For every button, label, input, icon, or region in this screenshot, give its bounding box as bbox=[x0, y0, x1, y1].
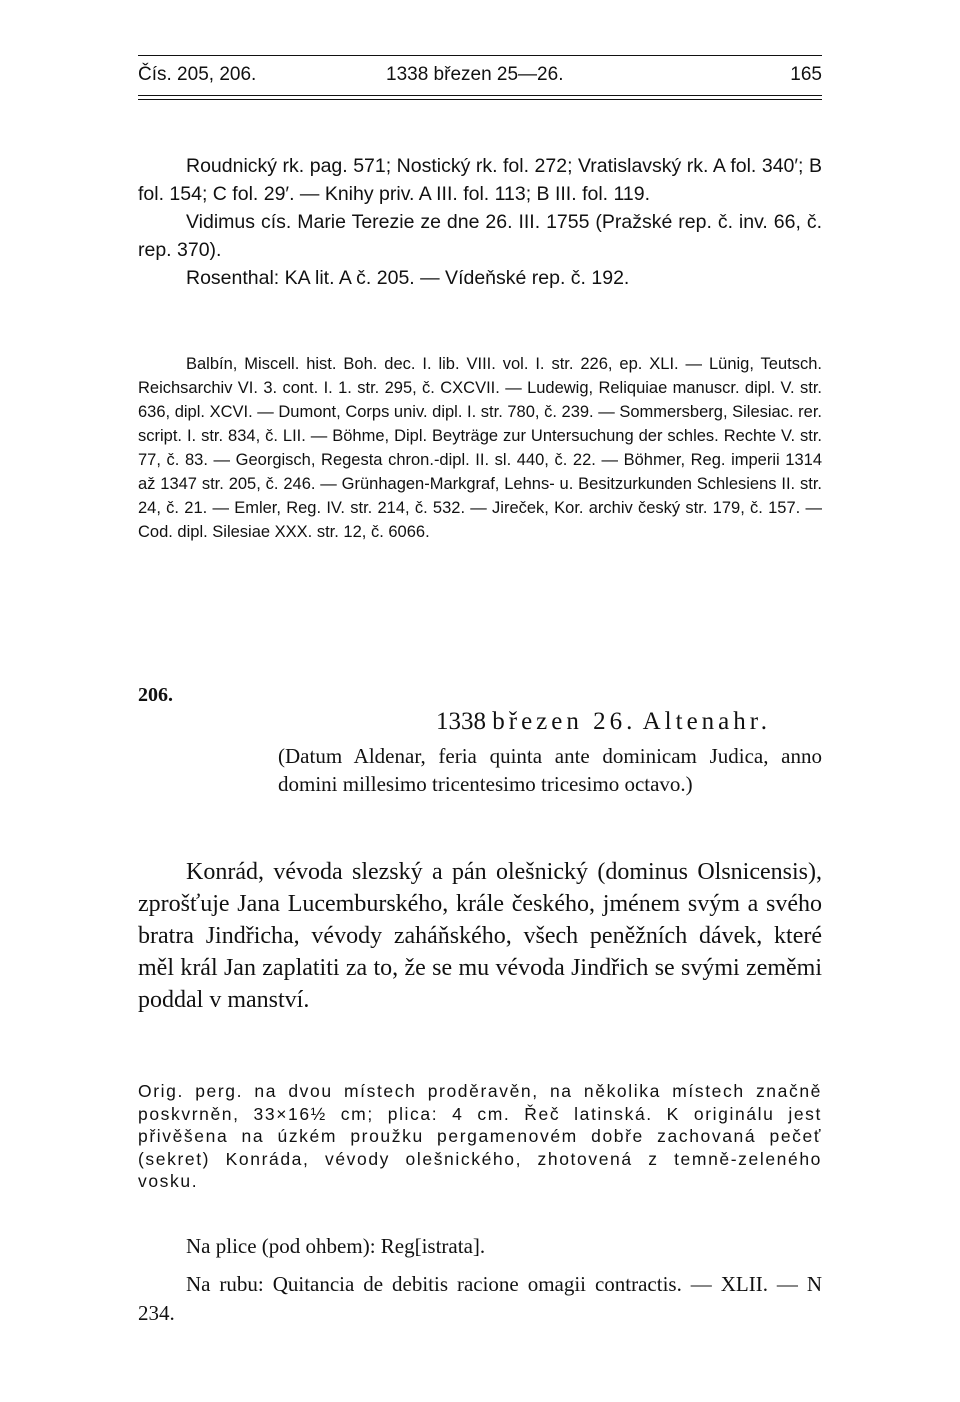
doc206-month-day: březen 26. bbox=[492, 708, 637, 735]
literature-text: Balbín, Miscell. hist. Boh. dec. I. lib. VIII. vol. I. str. 226, ep. XLI. — Lünig, Teutsch. Reichsarchiv VI. 3. cont. I. 1. str. 295, č. CXCVII. — Ludewig, Reliquiae manuscr. dipl. V. str. 636, dipl. XCVI. — Dumont, Corps univ. dipl. I. str. 780, č. 239. — Sommersberg, Silesiac. rer. script. I. str. 834, č. LII. — Böhme, Dipl. Beyträge zur Untersuchung der schles. Rechte V. str. 77, č. 83. — Georgisch, Regesta chron.-dipl. II. sl. 440, č. 22. — Böhmer, Reg. imperii 1314 až 1347 str. 205, č. 246. — Grünhagen-Markgraf, Lehns- u. Besitzurkunden Schlesiens II. str. 24, č. 21. — Emler, Reg. IV. str. 214, č. 532. — Jireček, Kor. archiv český str. 179, č. 157. — Cod. dipl. Silesiae XXX. str. 12, č. 6066. bbox=[138, 355, 822, 541]
header-rule-bottom-1 bbox=[138, 95, 822, 96]
note-verso: Na rubu: Quitancia de debitis racione omagii contractis. — XLII. — N 234. bbox=[138, 1272, 822, 1325]
doc206-heading bbox=[436, 708, 771, 736]
doc205-literature bbox=[138, 352, 822, 544]
source-registers: Roudnický rk. pag. 571; Nostický rk. fol. 272; Vratislavský rk. A fol. 340′; B fol. 154; C fol. 29′. — Knihy priv. A III. fol. 113; B III. fol. 119. bbox=[138, 155, 822, 205]
doc206-regest: Konrád, vévoda slezský a pán olešnický (dominus Olsnicensis), zprošťuje Jana Lucemburského, krále českého, jménem svým a svého bratra Jindřicha, vévody zaháňského, všech peněžních dávek, které měl král Jan zaplatiti za to, že se mu vévoda Jindřich se svými zeměmi poddal v manství. bbox=[138, 859, 822, 1013]
source-vidimus: Vidimus cís. Marie Terezie ze dne 26. III. 1755 (Pražské rep. č. inv. 66, č. rep. 370). bbox=[138, 211, 822, 261]
doc206-latin-dating: (Datum Aldenar, feria quinta ante dominicam Judica, anno domini millesimo tricentesimo tricesimo octavo.) bbox=[278, 744, 822, 796]
header-rule-bottom-2 bbox=[138, 99, 822, 100]
running-head-date: 1338 březen 25—26. bbox=[386, 64, 564, 85]
header-rule-top bbox=[138, 55, 822, 56]
note-plica: Na plice (pod ohbem): Reg[istrata]. bbox=[186, 1234, 486, 1258]
source-rosenthal: Rosenthal: KA lit. A č. 205. — Vídeňské rep. č. 192. bbox=[186, 267, 630, 289]
running-head-document-numbers: Čís. 205, 206. bbox=[138, 64, 257, 85]
doc206-number: 206. bbox=[138, 684, 173, 706]
running-head bbox=[138, 64, 822, 90]
doc206-description: Orig. perg. na dvou místech proděravěn, na několika místech značně poskvrněn, 33×16½ cm; plica: 4 cm. Řeč latinská. K originálu jest přivěšena na úzkém proužku pergamenovém dobře zachovaná pečeť (sekret) Konráda, vévody olešnického, zhotovená z temně-zeleného vosku. bbox=[138, 1081, 822, 1191]
doc206-year: 1338 bbox=[436, 708, 486, 735]
doc206-place: Altenahr. bbox=[642, 708, 771, 735]
page-number: 165 bbox=[790, 64, 822, 85]
doc206-notes bbox=[138, 1232, 822, 1337]
doc205-sources bbox=[138, 152, 822, 292]
